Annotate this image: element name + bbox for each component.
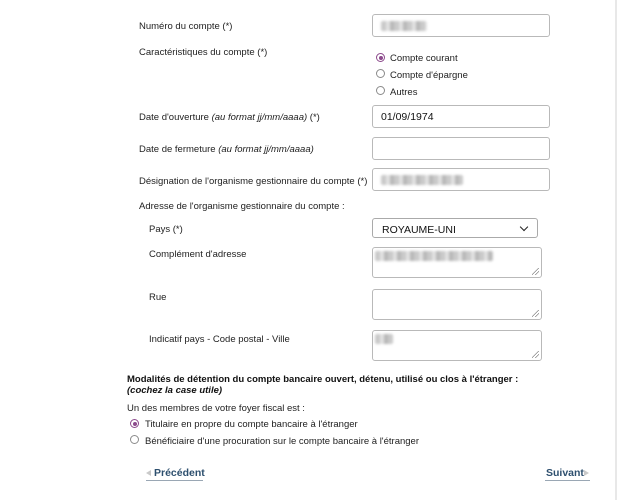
complement-textarea[interactable] [372,247,542,278]
radio-compte-epargne[interactable] [376,69,385,78]
modalites-title: Modalités de détention du compte bancaire ouvert, détenu, utilisé ou clos à l'étranger : [127,374,519,385]
redacted-value [375,251,493,261]
radio-compte-courant-label: Compte courant [390,53,458,64]
pays-select-value: ROYAUME-UNI [382,224,456,236]
designation-label: Désignation de l'organisme gestionnaire du compte (*) [139,176,368,187]
next-button[interactable]: Suivant [546,467,584,479]
redacted-value [375,334,393,344]
date-fermeture-hint: (au format jj/mm/aaaa) [218,144,314,155]
numero-compte-input[interactable] [372,14,550,37]
rue-textarea[interactable] [372,289,542,320]
date-ouverture-label [139,112,320,123]
caracteristiques-label: Caractéristiques du compte (*) [139,47,268,58]
radio-beneficiaire[interactable] [130,435,139,444]
adresse-section-label: Adresse de l'organisme gestionnaire du compte : [139,201,345,212]
radio-autres-label: Autres [390,87,418,98]
next-underline [545,480,590,481]
arrow-right-icon [584,470,589,476]
date-ouverture-value: 01/09/1974 [381,111,434,123]
resize-handle-icon[interactable] [532,268,539,275]
date-ouverture-input[interactable] [372,105,550,128]
radio-titulaire[interactable] [130,419,139,428]
date-fermeture-text: Date de fermeture [139,144,219,155]
pays-select[interactable] [372,218,538,238]
resize-handle-icon[interactable] [532,351,539,358]
redacted-value [381,175,463,185]
radio-autres[interactable] [376,86,385,95]
date-ouverture-hint: (au format jj/mm/aaaa) [211,112,308,123]
radio-compte-courant[interactable] [376,53,385,62]
designation-input[interactable] [372,168,550,191]
complement-label: Complément d'adresse [149,249,247,260]
date-ouverture-text: Date d'ouverture [139,112,212,123]
previous-button[interactable]: Précédent [154,467,205,479]
modalites-intro: Un des membres de votre foyer fiscal est : [127,403,305,414]
date-ouverture-required: (*) [307,112,320,123]
date-fermeture-label [139,144,314,155]
radio-compte-epargne-label: Compte d'épargne [390,70,468,81]
modalites-subtitle [127,385,222,396]
date-fermeture-input[interactable] [372,137,550,160]
resize-handle-icon[interactable] [532,310,539,317]
pays-label: Pays (*) [149,224,183,235]
redacted-value [381,21,427,31]
indicatif-textarea[interactable] [372,330,542,361]
indicatif-label: Indicatif pays - Code postal - Ville [149,334,290,345]
numero-compte-label: Numéro du compte (*) [139,21,233,32]
radio-beneficiaire-label: Bénéficiaire d'une procuration sur le compte bancaire à l'étranger [145,436,420,447]
rue-label: Rue [149,292,167,303]
page-border [615,0,617,500]
previous-underline [146,480,203,481]
modalites-subtitle-text: (cochez la case utile) [127,385,223,396]
arrow-left-icon [146,470,151,476]
radio-titulaire-label: Titulaire en propre du compte bancaire à l'étranger [145,419,358,430]
chevron-down-icon [520,223,528,231]
